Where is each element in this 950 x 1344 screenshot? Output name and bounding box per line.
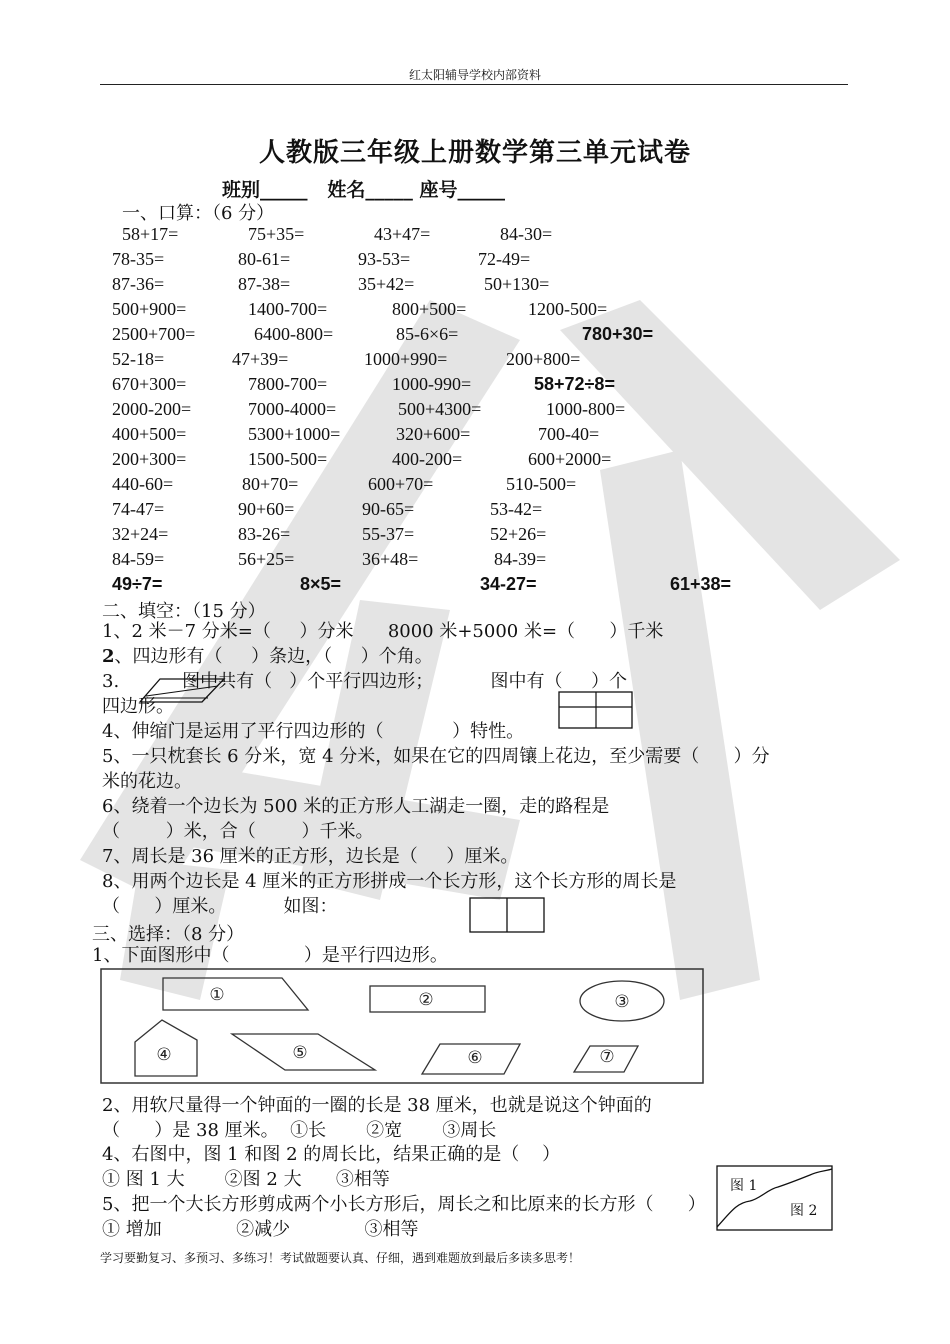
calc-item: 6400-800= [254, 324, 334, 344]
choice-q2-line1: 2、用软尺量得一个钟面的一圈的长是 38 厘米，也就是说这个钟面的 [102, 1095, 652, 1116]
calc-item: 780+30= [582, 324, 654, 344]
shape-label-4: ④ [156, 1044, 172, 1064]
choice-q5-line1: 5、把一个大长方形剪成两个小长方形后，周长之和比原来的长方形（ ） [102, 1194, 706, 1215]
calc-item: 500+4300= [398, 399, 482, 419]
calc-item: 1000+990= [364, 349, 448, 369]
calc-item: 84-59= [112, 549, 165, 569]
calc-item: 1000-990= [392, 374, 472, 394]
choice-q1: 1、下面图形中（ ）是平行四边形。 [92, 945, 448, 966]
shape-label-5: ⑤ [292, 1042, 308, 1062]
calc-item: 5300+1000= [248, 424, 341, 444]
calc-item: 670+300= [112, 374, 187, 394]
section2-heading: 二、填空：（15 分） [102, 601, 266, 622]
choice-q5-line2: ① 增加 ②减少 ③相等 [102, 1219, 419, 1240]
calc-item: 700-40= [538, 424, 600, 444]
parallelogram-figure [138, 676, 228, 706]
page-title: 人教版三年级上册数学第三单元试卷 [258, 138, 691, 168]
figure-2-label: 图 2 [790, 1203, 818, 1219]
fill-q5-line2: 米的花边。 [102, 771, 192, 792]
calc-item: 43+47= [374, 224, 431, 244]
calc-item: 83-26= [238, 524, 291, 544]
calc-item: 55-37= [362, 524, 415, 544]
section3-heading: 三、选择：（8 分） [92, 924, 245, 945]
fill-q4: 4、伸缩门是运用了平行四边形的（ ）特性。 [102, 721, 525, 742]
calc-item: 74-47= [112, 499, 165, 519]
calc-item: 800+500= [392, 299, 467, 319]
calc-item: 600+70= [368, 474, 434, 494]
calc-item: 50+130= [484, 274, 550, 294]
calc-item: 35+42= [358, 274, 415, 294]
choice-q4-line1: 4、右图中，图 1 和图 2 的周长比，结果正确的是（ ） [102, 1144, 561, 1165]
calc-item: 87-38= [238, 274, 291, 294]
calc-item: 78-35= [112, 249, 165, 269]
calc-item: 200+800= [506, 349, 581, 369]
fill-q6-line2: （ ）米，合（ ）千米。 [102, 821, 374, 842]
calc-item: 61+38= [670, 574, 732, 594]
calc-item: 47+39= [232, 349, 289, 369]
fill-q8-line2: （ ）厘米。 如图： [102, 896, 338, 917]
shape-label-2: ② [418, 989, 434, 1009]
fill-q1: 1、2 米－7 分米=（ ）分米 8000 米+5000 米=（ ）千米 [102, 621, 664, 642]
fill-q2-number: 2 [102, 646, 115, 667]
fill-q7: 7、周长是 36 厘米的正方形，边长是（ ）厘米。 [102, 846, 519, 867]
calc-item: 58+72÷8= [534, 374, 615, 394]
calc-item: 32+24= [112, 524, 169, 544]
two-squares-figure [468, 896, 548, 936]
divided-rectangle-figure [558, 691, 634, 731]
calc-item: 75+35= [248, 224, 305, 244]
choice-q4-line2: ① 图 1 大 ②图 2 大 ③相等 [102, 1169, 390, 1190]
calc-item: 200+300= [112, 449, 187, 469]
calc-item: 52-18= [112, 349, 165, 369]
calc-item: 2000-200= [112, 399, 192, 419]
fill-q6-line1: 6、绕着一个边长为 500 米的正方形人工湖走一圈，走的路程是 [102, 796, 610, 817]
calc-item: 400+500= [112, 424, 187, 444]
calc-item: 84-30= [500, 224, 553, 244]
calc-item: 56+25= [238, 549, 295, 569]
section1-heading: 一、口算：（6 分） [122, 203, 275, 224]
fill-q5-line1: 5、一只枕套长 6 分米，宽 4 分米，如果在它的四周镶上花边，至少需要（ ）分 [102, 746, 770, 767]
fill-q2-text: 、四边形有（ ）条边，（ ）个角。 [114, 646, 433, 667]
calc-item: 84-39= [494, 549, 547, 569]
calc-item: 440-60= [112, 474, 174, 494]
shapes-panel [100, 968, 705, 1086]
calc-item: 320+600= [396, 424, 471, 444]
footer-text: 学习要勤复习、多预习、多练习！考试做题要认真、仔细，遇到难题放到最后多读多思考！ [100, 1251, 581, 1265]
calc-item: 600+2000= [528, 449, 612, 469]
calc-item: 7000-4000= [248, 399, 337, 419]
calc-item: 80-61= [238, 249, 291, 269]
calc-item: 87-36= [112, 274, 165, 294]
fill-q2 [102, 646, 433, 668]
calc-item: 93-53= [358, 249, 411, 269]
shape-label-1: ① [209, 984, 225, 1004]
calc-item: 90+60= [238, 499, 295, 519]
calc-item: 85-6×6= [396, 324, 459, 344]
calc-item: 8×5= [300, 574, 342, 594]
fill-q3-line1: 3. 图中共有（ ）个平行四边形； 图中有（ ）个 [102, 671, 628, 692]
calc-item: 2500+700= [112, 324, 196, 344]
fill-q8-line1: 8、用两个边长是 4 厘米的正方形拼成一个长方形，这个长方形的周长是 [102, 871, 677, 892]
calc-item: 53-42= [490, 499, 543, 519]
shape-label-7: ⑦ [599, 1046, 615, 1066]
calc-item: 52+26= [490, 524, 547, 544]
calc-item: 1400-700= [248, 299, 328, 319]
shape-label-3: ③ [614, 991, 630, 1011]
calc-item: 400-200= [392, 449, 463, 469]
shape-label-6: ⑥ [467, 1047, 483, 1067]
calc-item: 34-27= [480, 574, 537, 594]
calc-item: 7800-700= [248, 374, 328, 394]
student-info-line: 班别_____ 姓名_____ 座号_____ [222, 179, 505, 201]
calc-item: 90-65= [362, 499, 415, 519]
calc-item: 510-500= [506, 474, 577, 494]
calc-item: 500+900= [112, 299, 187, 319]
calc-item: 1200-500= [528, 299, 608, 319]
calc-item: 72-49= [478, 249, 531, 269]
calc-item: 80+70= [242, 474, 299, 494]
choice-q2-line2: （ ）是 38 厘米。 ①长 ②宽 ③周长 [102, 1120, 497, 1141]
calc-item: 1500-500= [248, 449, 328, 469]
shape-1-trapezoid [163, 978, 308, 1010]
header-rule [100, 84, 848, 85]
calc-item: 1000-800= [546, 399, 626, 419]
calc-item: 36+48= [362, 549, 419, 569]
figure-1-label: 图 1 [730, 1178, 758, 1194]
header-text: 红太阳辅导学校内部资料 [408, 68, 541, 82]
calc-item: 49÷7= [112, 574, 163, 594]
calc-item: 58+17= [122, 224, 179, 244]
fill-q3-line2: 四边形。 [102, 696, 174, 717]
